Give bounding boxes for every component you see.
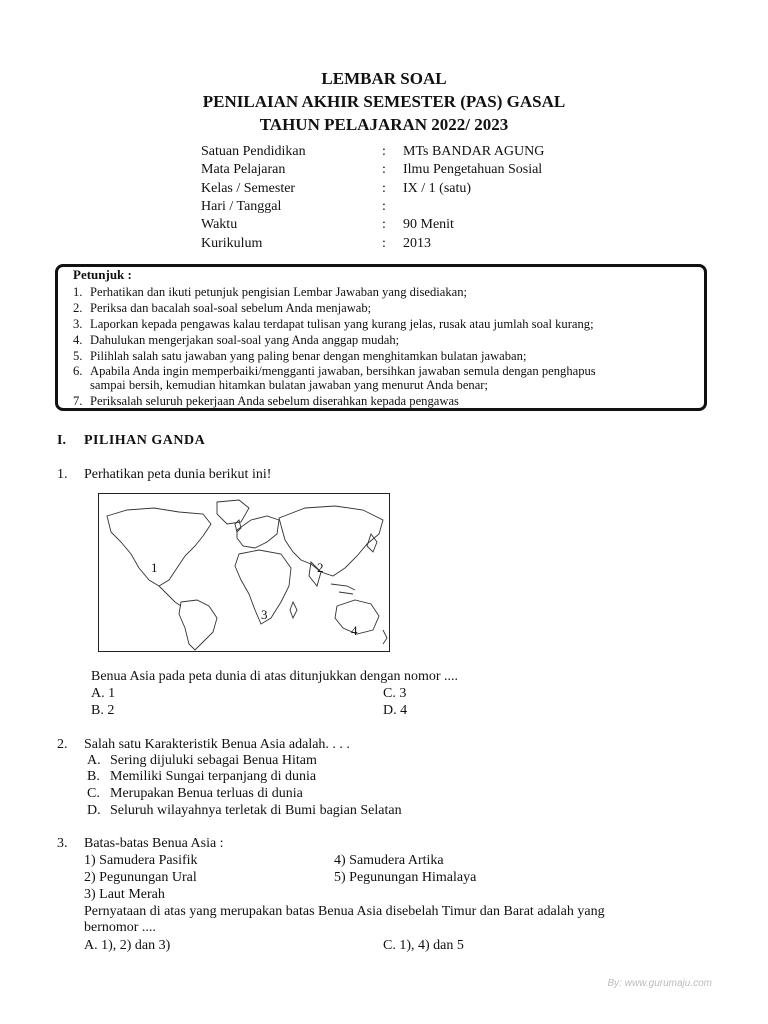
world-map [98, 493, 390, 652]
doc-title-1: LEMBAR SOAL [321, 69, 447, 88]
question-number: 3. [57, 836, 68, 851]
instruction-number: 2. [73, 301, 83, 315]
answer-option-c[interactable]: C. 3 [383, 686, 407, 701]
info-label: Mata Pelajaran [201, 162, 286, 177]
footer-watermark: By: www.gurumaju.com [607, 978, 712, 989]
answer-option-a-letter: A. [87, 753, 101, 768]
answer-option-a[interactable]: A. 1 [91, 686, 116, 701]
instruction-number: 3. [73, 317, 83, 331]
section-title: PILIHAN GANDA [84, 433, 206, 448]
info-row [0, 181, 768, 201]
question-number: 1. [57, 467, 68, 482]
doc-title-3: TAHUN PELAJARAN 2022/ 2023 [259, 115, 509, 134]
answer-option-a[interactable]: Sering dijuluki sebagai Benua Hitam [110, 753, 317, 768]
statement-item: 4) Samudera Artika [334, 853, 444, 868]
info-value: MTs BANDAR AGUNG [403, 144, 545, 159]
instruction-number: 5. [73, 349, 83, 363]
info-colon: : [382, 236, 386, 251]
instruction-number: 4. [73, 333, 83, 347]
info-row [0, 199, 768, 219]
statement-item: 5) Pegunungan Himalaya [334, 870, 477, 885]
answer-option-d[interactable]: D. 4 [383, 703, 408, 718]
question-stem: Benua Asia pada peta dunia di atas ditunjukkan dengan nomor .... [91, 669, 459, 684]
question-text: Perhatikan peta dunia berikut ini! [84, 467, 272, 482]
info-value: 90 Menit [403, 217, 454, 232]
info-label: Kelas / Semester [201, 181, 296, 196]
instruction-text: Periksa dan bacalah soal-soal sebelum Anda menjawab; [90, 301, 372, 315]
instruction-text: sampai bersih, kemudian hitamkan bulatan jawaban yang menurut Anda benar; [90, 378, 488, 392]
question-text: Batas-batas Benua Asia : [84, 836, 224, 851]
instruction-text: Periksalah seluruh pekerjaan Anda sebelum diserahkan kepada pengawas [90, 394, 459, 408]
answer-option-a[interactable]: A. 1), 2) dan 3) [84, 938, 171, 953]
instruction-number: 6. [73, 364, 83, 378]
info-label: Kurikulum [201, 236, 263, 251]
answer-option-b-letter: B. [87, 769, 100, 784]
question-stem-continuation: bernomor .... [84, 920, 156, 935]
instruction-text: Perhatikan dan ikuti petunjuk pengisian Lembar Jawaban yang disediakan; [90, 285, 468, 299]
instruction-number: 1. [73, 285, 83, 299]
info-label: Hari / Tanggal [201, 199, 282, 214]
info-row [0, 217, 768, 237]
info-row [0, 236, 768, 256]
question-text: Salah satu Karakteristik Benua Asia adalah. . . . [84, 737, 350, 752]
question-stem: Pernyataan di atas yang merupakan batas Benua Asia disebelah Timur dan Barat adalah yang [84, 904, 605, 919]
world-map-drawing [99, 494, 389, 651]
info-value: 2013 [403, 236, 431, 251]
info-colon: : [382, 144, 386, 159]
answer-option-c[interactable]: Merupakan Benua terluas di dunia [110, 786, 303, 801]
answer-option-c-letter: C. [87, 786, 100, 801]
info-row [0, 144, 768, 164]
answer-option-d-letter: D. [87, 803, 101, 818]
info-colon: : [382, 162, 386, 177]
question-number: 2. [57, 737, 68, 752]
statement-item: 2) Pegunungan Ural [84, 870, 197, 885]
instructions-title: Petunjuk : [73, 267, 132, 282]
answer-option-b[interactable]: Memiliki Sungai terpanjang di dunia [110, 769, 317, 784]
answer-option-b[interactable]: B. 2 [91, 703, 115, 718]
info-colon: : [382, 217, 386, 232]
instruction-text: Apabila Anda ingin memperbaiki/mengganti jawaban, bersihkan jawaban semula dengan penghapus [90, 364, 596, 378]
info-colon: : [382, 199, 386, 214]
answer-option-d[interactable]: Seluruh wilayahnya terletak di Bumi bagian Selatan [110, 803, 402, 818]
statement-item: 1) Samudera Pasifik [84, 853, 198, 868]
info-label: Satuan Pendidikan [201, 144, 306, 159]
map-label-2: 2 [317, 560, 324, 575]
section-number: I. [57, 433, 66, 448]
info-colon: : [382, 181, 386, 196]
map-label-4: 4 [351, 623, 358, 638]
answer-option-c[interactable]: C. 1), 4) dan 5 [383, 938, 464, 953]
info-value: IX / 1 (satu) [403, 181, 472, 196]
instruction-number: 7. [73, 394, 83, 408]
instruction-text: Dahulukan mengerjakan soal-soal yang Anda anggap mudah; [90, 333, 400, 347]
map-label-1: 1 [151, 560, 158, 575]
info-value: Ilmu Pengetahuan Sosial [403, 162, 543, 177]
info-label: Waktu [201, 217, 238, 232]
info-row [0, 162, 768, 182]
map-label-3: 3 [261, 607, 268, 622]
instruction-text: Pilihlah salah satu jawaban yang paling benar dengan menghitamkan bulatan jawaban; [90, 349, 527, 363]
doc-title-2: PENILAIAN AKHIR SEMESTER (PAS) GASAL [202, 92, 566, 111]
statement-item: 3) Laut Merah [84, 887, 165, 902]
instruction-text: Laporkan kepada pengawas kalau terdapat tulisan yang kurang jelas, rusak atau jumlah soal kurang; [90, 317, 594, 331]
